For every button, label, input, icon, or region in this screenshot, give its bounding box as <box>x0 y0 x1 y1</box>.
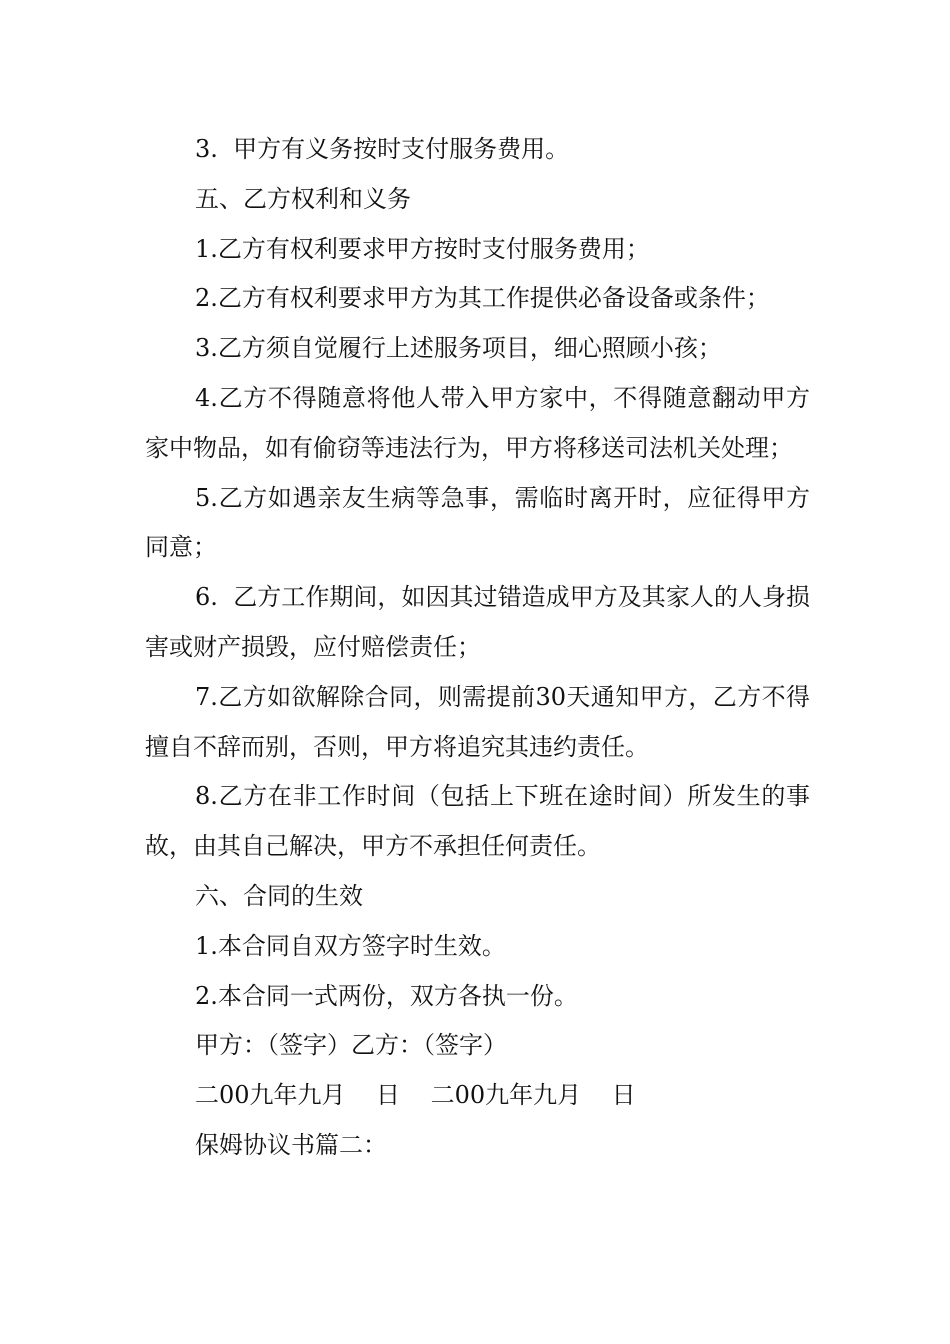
signature-line: 甲方：（签字）乙方：（签字） <box>195 1031 507 1060</box>
section-heading: 五、乙方权利和义务 <box>195 184 411 213</box>
paragraph: 2.乙方有权利要求甲方为其工作提供必备设备或条件； <box>195 284 770 313</box>
paragraph: 7.乙方如欲解除合同，则需提前30天通知甲方，乙方不得擅自不辞而别，否则，甲方将追究其违约责任。 <box>145 682 810 761</box>
paragraph: 3. 甲方有义务按时支付服务费用。 <box>195 135 570 163</box>
paragraph: 2.本合同一式两份，双方各执一份。 <box>195 981 578 1010</box>
paragraph: 5.乙方如遇亲友生病等急事，需临时离开时，应征得甲方同意； <box>145 483 810 562</box>
date-line: 二00九年九月 日 二00九年九月 日 <box>195 1081 636 1110</box>
next-section-title: 保姆协议书篇二： <box>195 1130 387 1159</box>
section-heading: 六、合同的生效 <box>195 881 363 910</box>
paragraph: 1.本合同自双方签字时生效。 <box>195 931 506 960</box>
document-body <box>145 125 810 1171</box>
paragraph: 3.乙方须自觉履行上述服务项目，细心照顾小孩； <box>195 334 722 363</box>
paragraph: 6. 乙方工作期间，如因其过错造成甲方及其家人的人身损害或财产损毁，应付赔偿责任； <box>145 583 810 661</box>
paragraph: 8.乙方在非工作时间（包括上下班在途时间）所发生的事故，由其自己解决，甲方不承担任何责任。 <box>145 782 810 861</box>
paragraph: 4.乙方不得随意将他人带入甲方家中，不得随意翻动甲方家中物品，如有偷窃等违法行为，甲方将移送司法机关处理； <box>145 383 810 462</box>
paragraph: 1.乙方有权利要求甲方按时支付服务费用； <box>195 234 650 263</box>
